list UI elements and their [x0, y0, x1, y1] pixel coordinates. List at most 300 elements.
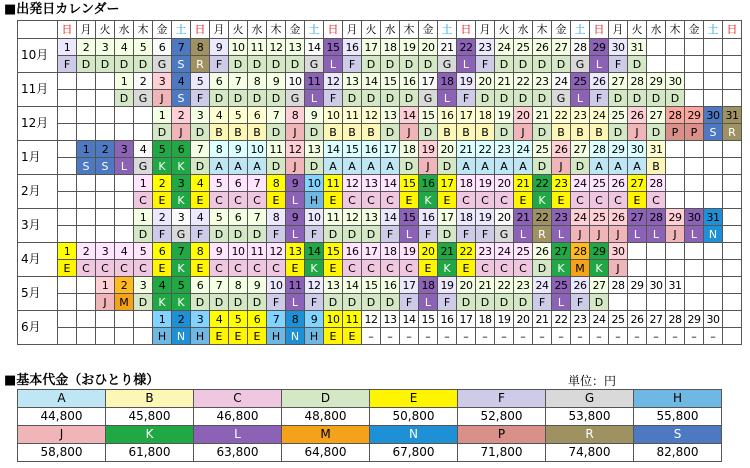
fare-code-cell[interactable]: G: [134, 158, 153, 175]
fare-code-cell[interactable]: G: [153, 56, 172, 73]
empty-cell: [77, 124, 96, 141]
fare-code-cell[interactable]: C: [609, 192, 628, 209]
fare-code-cell[interactable]: E: [191, 260, 210, 277]
fare-code-cell[interactable]: –: [381, 328, 400, 345]
fare-code-cell[interactable]: D: [400, 56, 419, 73]
fare-code-cell[interactable]: C: [343, 192, 362, 209]
fare-code-cell[interactable]: B: [438, 124, 457, 141]
fare-code-cell[interactable]: D: [533, 158, 552, 175]
fare-code-cell[interactable]: E: [514, 192, 533, 209]
fare-code-cell[interactable]: E: [438, 192, 457, 209]
fare-code-cell[interactable]: D: [476, 90, 495, 107]
empty-cell: [723, 328, 742, 345]
fare-code-cell[interactable]: D: [248, 294, 267, 311]
fare-code-cell[interactable]: J: [400, 124, 419, 141]
fare-code-cell[interactable]: N: [704, 226, 723, 243]
fare-code-cell[interactable]: –: [514, 328, 533, 345]
fare-code-cell[interactable]: D: [305, 158, 324, 175]
fare-code-cell[interactable]: C: [495, 192, 514, 209]
fare-code-cell[interactable]: G: [495, 226, 514, 243]
fare-code-cell[interactable]: C: [381, 260, 400, 277]
fare-code-cell[interactable]: B: [647, 158, 666, 175]
fare-code-cell[interactable]: D: [533, 90, 552, 107]
fare-code-cell[interactable]: D: [438, 158, 457, 175]
fare-code-cell[interactable]: L: [305, 90, 324, 107]
fare-code-cell[interactable]: L: [628, 226, 647, 243]
fare-code-cell[interactable]: C: [400, 260, 419, 277]
fare-code-cell[interactable]: D: [514, 294, 533, 311]
fare-code-cell[interactable]: –: [685, 328, 704, 345]
fare-code-cell[interactable]: D: [324, 294, 343, 311]
fare-code-cell[interactable]: D: [400, 158, 419, 175]
fare-code-cell[interactable]: B: [590, 124, 609, 141]
fare-code-cell[interactable]: D: [590, 294, 609, 311]
fare-code-cell[interactable]: B: [362, 124, 381, 141]
fare-code-cell[interactable]: K: [153, 294, 172, 311]
fare-code-cell[interactable]: C: [647, 192, 666, 209]
fare-code-cell[interactable]: M: [571, 260, 590, 277]
fare-code-cell[interactable]: D: [115, 56, 134, 73]
fare-code-cell[interactable]: J: [286, 158, 305, 175]
fare-code-cell[interactable]: C: [210, 192, 229, 209]
fare-code-cell[interactable]: F: [457, 226, 476, 243]
fare-code-cell[interactable]: C: [210, 260, 229, 277]
fare-code-cell[interactable]: F: [590, 90, 609, 107]
fare-code-cell[interactable]: D: [628, 90, 647, 107]
fare-code-cell[interactable]: D: [77, 56, 96, 73]
fare-code-cell[interactable]: D: [381, 56, 400, 73]
fare-code-cell[interactable]: K: [172, 260, 191, 277]
empty-cell: [704, 56, 723, 73]
fare-code-cell[interactable]: K: [172, 192, 191, 209]
fare-code-cell[interactable]: D: [609, 124, 628, 141]
fare-code-cell[interactable]: J: [666, 226, 685, 243]
fare-code-cell[interactable]: E: [58, 260, 77, 277]
fare-code-cell[interactable]: C: [362, 192, 381, 209]
fare-code-cell[interactable]: K: [305, 260, 324, 277]
fare-code-cell[interactable]: C: [514, 260, 533, 277]
fare-code-cell[interactable]: G: [552, 90, 571, 107]
fare-code-cell[interactable]: A: [590, 158, 609, 175]
fare-code-cell[interactable]: –: [704, 328, 723, 345]
fare-code-cell[interactable]: C: [590, 192, 609, 209]
fare-code-cell[interactable]: F: [267, 226, 286, 243]
fare-code-cell[interactable]: A: [476, 158, 495, 175]
fare-code-cell[interactable]: E: [324, 192, 343, 209]
fare-code-cell[interactable]: D: [362, 294, 381, 311]
fare-code-cell[interactable]: [628, 294, 647, 311]
fare-code-cell[interactable]: E: [153, 260, 172, 277]
fare-code-cell[interactable]: D: [115, 90, 134, 107]
fare-code-cell[interactable]: R: [723, 124, 742, 141]
fare-code-cell[interactable]: [609, 294, 628, 311]
fare-code-cell[interactable]: C: [457, 192, 476, 209]
fare-code-cell[interactable]: B: [248, 124, 267, 141]
fare-code-cell[interactable]: [647, 294, 666, 311]
fare-code-cell[interactable]: F: [457, 90, 476, 107]
fare-code-cell[interactable]: D: [647, 90, 666, 107]
fare-code-cell[interactable]: D: [229, 294, 248, 311]
fare-code-cell[interactable]: F: [400, 294, 419, 311]
fare-code-cell[interactable]: F: [438, 294, 457, 311]
fare-code-cell[interactable]: –: [552, 328, 571, 345]
fare-code-cell[interactable]: L: [324, 56, 343, 73]
day-number: 26: [590, 73, 609, 90]
fare-code-cell[interactable]: D: [495, 56, 514, 73]
fare-code-cell[interactable]: L: [552, 226, 571, 243]
fare-code-cell[interactable]: H: [153, 328, 172, 345]
fare-code-cell[interactable]: G: [172, 226, 191, 243]
fare-code-cell[interactable]: C: [229, 260, 248, 277]
fare-code-cell[interactable]: D: [533, 124, 552, 141]
fare-code-cell[interactable]: B: [476, 124, 495, 141]
fare-code-cell[interactable]: C: [134, 192, 153, 209]
fare-code-cell[interactable]: F: [533, 294, 552, 311]
fare-code-cell[interactable]: D: [476, 294, 495, 311]
fare-code-cell[interactable]: B: [324, 124, 343, 141]
fare-code-cell[interactable]: L: [552, 294, 571, 311]
fare-code-cell[interactable]: E: [457, 260, 476, 277]
weekday-label: 火: [362, 21, 381, 39]
fare-code-cell[interactable]: D: [134, 294, 153, 311]
fare-code-cell[interactable]: A: [495, 158, 514, 175]
fare-code-cell[interactable]: D: [210, 90, 229, 107]
fare-code-cell[interactable]: D: [381, 90, 400, 107]
fare-code-cell[interactable]: A: [628, 158, 647, 175]
fare-code-cell[interactable]: D: [495, 124, 514, 141]
fare-code-cell[interactable]: –: [495, 328, 514, 345]
fare-code-cell[interactable]: F: [343, 56, 362, 73]
day-number: 12: [267, 39, 286, 56]
day-number: 17: [419, 73, 438, 90]
day-number: 5: [153, 141, 172, 158]
fare-code-cell[interactable]: D: [134, 226, 153, 243]
fare-code-cell[interactable]: L: [590, 56, 609, 73]
fare-code-cell[interactable]: J: [609, 226, 628, 243]
fare-code-cell[interactable]: M: [115, 294, 134, 311]
fare-code-cell[interactable]: N: [172, 328, 191, 345]
fare-code-cell[interactable]: F: [58, 56, 77, 73]
fare-code-cell[interactable]: J: [609, 260, 628, 277]
day-number: 27: [552, 243, 571, 260]
fare-code-cell[interactable]: D: [514, 90, 533, 107]
fare-code-cell[interactable]: F: [191, 90, 210, 107]
fare-code-cell[interactable]: F: [571, 294, 590, 311]
fare-code-cell[interactable]: B: [552, 124, 571, 141]
fare-code-cell[interactable]: A: [514, 158, 533, 175]
fare-code-cell[interactable]: D: [343, 226, 362, 243]
fare-code-cell[interactable]: A: [229, 158, 248, 175]
fare-code-cell[interactable]: K: [552, 260, 571, 277]
day-number: 25: [590, 175, 609, 192]
fare-code-cell[interactable]: G: [286, 90, 305, 107]
fare-code-cell[interactable]: D: [248, 226, 267, 243]
fare-code-cell[interactable]: D: [324, 226, 343, 243]
fare-code-cell[interactable]: C: [134, 260, 153, 277]
fare-code-cell[interactable]: F: [191, 226, 210, 243]
fare-code-cell[interactable]: J: [286, 124, 305, 141]
fare-code-cell[interactable]: –: [457, 328, 476, 345]
day-number: 4: [153, 277, 172, 294]
fare-code-cell[interactable]: C: [115, 260, 134, 277]
fare-code-cell[interactable]: B: [229, 124, 248, 141]
fare-code-cell[interactable]: A: [609, 158, 628, 175]
fare-code-cell[interactable]: E: [419, 260, 438, 277]
fare-code-cell[interactable]: –: [571, 328, 590, 345]
fare-code-cell[interactable]: D: [286, 56, 305, 73]
fare-code-cell[interactable]: D: [210, 294, 229, 311]
fare-code-cell[interactable]: D: [153, 124, 172, 141]
fare-code-cell[interactable]: C: [381, 192, 400, 209]
fare-code-cell[interactable]: A: [210, 158, 229, 175]
day-number: 23: [552, 209, 571, 226]
fare-code-cell[interactable]: D: [533, 260, 552, 277]
fare-code-cell[interactable]: K: [590, 260, 609, 277]
fare-code-cell[interactable]: J: [419, 158, 438, 175]
fare-code-cell[interactable]: S: [77, 158, 96, 175]
fare-code-cell[interactable]: C: [229, 192, 248, 209]
fare-code-cell[interactable]: R: [533, 226, 552, 243]
fare-code-cell[interactable]: J: [96, 294, 115, 311]
fare-code-cell[interactable]: G: [438, 56, 457, 73]
fare-code-cell[interactable]: L: [400, 226, 419, 243]
fare-code-cell[interactable]: A: [362, 158, 381, 175]
fare-code-cell[interactable]: D: [267, 158, 286, 175]
fare-code-cell[interactable]: –: [590, 328, 609, 345]
fare-code-cell[interactable]: L: [419, 294, 438, 311]
day-number: 4: [115, 39, 134, 56]
fare-code-cell[interactable]: L: [286, 192, 305, 209]
fare-code-cell[interactable]: H: [305, 328, 324, 345]
fare-code-cell[interactable]: J: [590, 226, 609, 243]
fare-code-cell[interactable]: J: [571, 226, 590, 243]
fare-code-cell[interactable]: D: [457, 294, 476, 311]
fare-code-cell[interactable]: –: [609, 328, 628, 345]
fare-code-cell[interactable]: E: [343, 328, 362, 345]
fare-code-cell[interactable]: A: [343, 158, 362, 175]
fare-code-cell[interactable]: N: [286, 328, 305, 345]
fare-code-cell[interactable]: E: [400, 192, 419, 209]
fare-code-cell[interactable]: D: [191, 294, 210, 311]
fare-code-cell[interactable]: D: [343, 90, 362, 107]
fare-code-cell[interactable]: F: [305, 294, 324, 311]
fare-code-cell[interactable]: D: [419, 56, 438, 73]
fare-code-cell[interactable]: L: [438, 90, 457, 107]
fare-code-cell[interactable]: –: [666, 328, 685, 345]
fare-code-cell[interactable]: G: [134, 90, 153, 107]
fare-code-cell[interactable]: S: [96, 158, 115, 175]
fare-code-cell[interactable]: C: [248, 260, 267, 277]
fare-code-cell[interactable]: G: [419, 90, 438, 107]
fare-code-cell[interactable]: D: [267, 56, 286, 73]
fare-code-cell[interactable]: D: [552, 56, 571, 73]
day-number: 13: [343, 73, 362, 90]
fare-code-cell[interactable]: D: [381, 124, 400, 141]
fare-code-cell[interactable]: H: [305, 192, 324, 209]
fare-code-cell[interactable]: D: [248, 56, 267, 73]
fare-code-cell[interactable]: D: [267, 124, 286, 141]
fare-code-cell[interactable]: P: [685, 124, 704, 141]
fare-code-cell[interactable]: D: [666, 90, 685, 107]
day-number: 1: [134, 175, 153, 192]
fare-code-cell[interactable]: C: [495, 260, 514, 277]
fare-code-cell[interactable]: D: [191, 158, 210, 175]
fare-code-cell[interactable]: J: [552, 158, 571, 175]
fare-code-cell[interactable]: D: [647, 124, 666, 141]
fare-code-cell[interactable]: G: [305, 56, 324, 73]
fare-code-cell[interactable]: F: [476, 226, 495, 243]
weekday-label: 月: [609, 21, 628, 39]
fare-code-cell[interactable]: –: [628, 328, 647, 345]
fare-code-cell[interactable]: C: [343, 260, 362, 277]
fare-code-cell[interactable]: D: [438, 226, 457, 243]
empty-cell: [96, 209, 115, 226]
fare-code-cell[interactable]: J: [153, 90, 172, 107]
fare-code-cell[interactable]: F: [476, 56, 495, 73]
fare-code-cell[interactable]: D: [362, 56, 381, 73]
fare-code-cell[interactable]: –: [438, 328, 457, 345]
fare-code-cell[interactable]: L: [685, 226, 704, 243]
fare-code-cell[interactable]: D: [628, 56, 647, 73]
fare-code-cell[interactable]: C: [362, 260, 381, 277]
fare-code-cell[interactable]: K: [533, 192, 552, 209]
fare-code-cell[interactable]: F: [305, 226, 324, 243]
fare-code-cell[interactable]: D: [248, 90, 267, 107]
fare-code-cell[interactable]: B: [343, 124, 362, 141]
fare-code-cell[interactable]: G: [571, 56, 590, 73]
fare-code-cell[interactable]: K: [172, 158, 191, 175]
empty-cell: [704, 39, 723, 56]
fare-code-cell[interactable]: C: [77, 260, 96, 277]
fare-code-cell[interactable]: D: [229, 226, 248, 243]
fare-code-cell[interactable]: H: [191, 328, 210, 345]
fare-code-cell[interactable]: S: [172, 56, 191, 73]
empty-cell: [77, 90, 96, 107]
fare-code-cell[interactable]: B: [571, 124, 590, 141]
fare-code-cell[interactable]: E: [191, 192, 210, 209]
fare-code-cell[interactable]: A: [457, 158, 476, 175]
fare-code-cell[interactable]: F: [609, 56, 628, 73]
fare-code-cell[interactable]: E: [552, 192, 571, 209]
fare-code-cell[interactable]: D: [571, 158, 590, 175]
fare-code-cell[interactable]: D: [343, 294, 362, 311]
fare-code-cell[interactable]: A: [248, 158, 267, 175]
fare-code-cell[interactable]: F: [153, 226, 172, 243]
fare-code-cell[interactable]: L: [115, 158, 134, 175]
fare-code-cell[interactable]: –: [419, 328, 438, 345]
fare-code-cell[interactable]: [666, 294, 685, 311]
fare-code-cell[interactable]: C: [571, 192, 590, 209]
empty-cell: [96, 107, 115, 124]
fare-code-cell[interactable]: E: [286, 260, 305, 277]
fare-code-cell[interactable]: D: [229, 90, 248, 107]
fare-code-cell[interactable]: –: [533, 328, 552, 345]
fare-code-cell[interactable]: D: [229, 56, 248, 73]
fare-code-cell[interactable]: F: [381, 226, 400, 243]
fare-code-cell[interactable]: L: [571, 90, 590, 107]
fare-code-cell[interactable]: D: [609, 90, 628, 107]
fare-code-cell[interactable]: C: [476, 192, 495, 209]
month-label: 6月: [18, 311, 58, 345]
fare-code-cell[interactable]: D: [134, 56, 153, 73]
day-number: 26: [628, 107, 647, 124]
fare-code-cell[interactable]: E: [210, 328, 229, 345]
fare-code-cell[interactable]: L: [286, 226, 305, 243]
fare-code-cell[interactable]: A: [381, 158, 400, 175]
fare-code: L: [194, 426, 282, 444]
fare-code-cell[interactable]: S: [172, 90, 191, 107]
fare-code-cell[interactable]: D: [362, 90, 381, 107]
fare-code-cell[interactable]: D: [381, 294, 400, 311]
fare-code-cell[interactable]: F: [267, 294, 286, 311]
fare-code-cell[interactable]: E: [324, 328, 343, 345]
fare-code-cell[interactable]: –: [400, 328, 419, 345]
day-number: 9: [210, 39, 229, 56]
fare-code-cell[interactable]: F: [210, 56, 229, 73]
fare-code-cell[interactable]: D: [495, 90, 514, 107]
fare-code-cell[interactable]: –: [647, 328, 666, 345]
fare-code-cell[interactable]: B: [457, 124, 476, 141]
fare-code-cell[interactable]: H: [267, 328, 286, 345]
fare-code-cell[interactable]: C: [248, 192, 267, 209]
fare-code-cell[interactable]: C: [96, 260, 115, 277]
fare-code-cell[interactable]: E: [153, 192, 172, 209]
fare-code-cell[interactable]: E: [248, 328, 267, 345]
fare-code-cell[interactable]: L: [457, 56, 476, 73]
fare-code-cell[interactable]: J: [172, 124, 191, 141]
fare-code-cell[interactable]: E: [267, 192, 286, 209]
fare-code-cell[interactable]: L: [286, 294, 305, 311]
fare-code-cell[interactable]: F: [419, 226, 438, 243]
fare-code-cell[interactable]: D: [267, 90, 286, 107]
fare-code-cell[interactable]: E: [324, 260, 343, 277]
fare-code-cell[interactable]: D: [495, 294, 514, 311]
fare-code-cell[interactable]: B: [210, 124, 229, 141]
fare-code-cell[interactable]: D: [533, 56, 552, 73]
day-number: 31: [723, 107, 742, 124]
fare-code-cell[interactable]: C: [476, 260, 495, 277]
fare-code-cell[interactable]: K: [419, 192, 438, 209]
fare-code-cell[interactable]: D: [419, 124, 438, 141]
fare-code-cell[interactable]: J: [628, 124, 647, 141]
day-number: 28: [571, 243, 590, 260]
fare-code-cell[interactable]: J: [514, 124, 533, 141]
day-number: 8: [191, 39, 210, 56]
fare-code-cell[interactable]: L: [647, 226, 666, 243]
fare-code-cell[interactable]: D: [305, 124, 324, 141]
fare-code-cell[interactable]: R: [191, 56, 210, 73]
fare-code-cell[interactable]: –: [362, 328, 381, 345]
fare-code-cell[interactable]: D: [362, 226, 381, 243]
fare-code-cell[interactable]: K: [172, 294, 191, 311]
fare-code-cell[interactable]: D: [210, 226, 229, 243]
fare-code-cell[interactable]: D: [400, 90, 419, 107]
fare-code-cell[interactable]: E: [229, 328, 248, 345]
fare-code-cell[interactable]: C: [267, 260, 286, 277]
fare-code-cell[interactable]: D: [191, 124, 210, 141]
fare-code-cell[interactable]: F: [324, 90, 343, 107]
fare-code-cell[interactable]: S: [704, 124, 723, 141]
fare-code-cell[interactable]: D: [96, 56, 115, 73]
fare-code-cell[interactable]: A: [324, 158, 343, 175]
fare-code-cell[interactable]: K: [153, 158, 172, 175]
fare-code-cell[interactable]: D: [514, 56, 533, 73]
fare-code-cell[interactable]: P: [666, 124, 685, 141]
fare-code-cell[interactable]: E: [628, 192, 647, 209]
fare-code-cell[interactable]: –: [476, 328, 495, 345]
fare-code-cell[interactable]: L: [514, 226, 533, 243]
fare-code-cell[interactable]: K: [438, 260, 457, 277]
